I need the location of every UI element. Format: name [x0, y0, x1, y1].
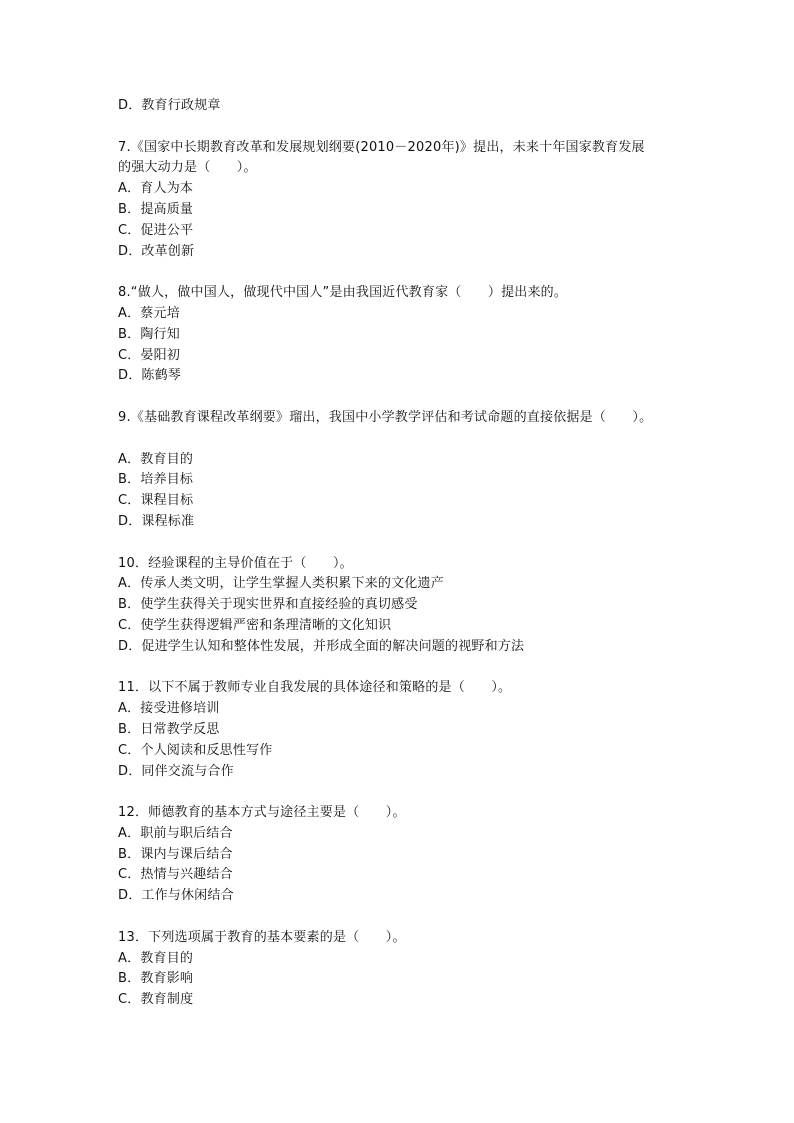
option-c: C．个人阅读和反思性写作: [118, 742, 273, 758]
option-b: B．培养目标: [118, 472, 194, 488]
option-c: C．使学生获得逻辑严密和条理清晰的文化知识: [118, 617, 392, 633]
exam-page: [118, 96, 698, 1011]
option-a: A．育人为本: [118, 181, 194, 197]
option-b: B．日常教学反思: [118, 721, 220, 737]
question-7: [118, 138, 698, 263]
option-b: B．使学生获得关于现实世界和直接经验的真切感受: [118, 597, 418, 613]
question-stem-line: 的强大动力是（ ）。: [118, 160, 257, 176]
option-c: C．课程目标: [118, 493, 194, 509]
question-13: [118, 928, 698, 1011]
option-a: A．教育目的: [118, 950, 194, 966]
question-stem-line: 9.《基础教育课程改革纲要》瑠出，我国中小学教学评估和考试命题的直接依据是（ ）。: [118, 409, 653, 425]
question-stem-line: 12．师德教育的基本方式与途径主要是（ ）。: [118, 805, 406, 821]
option-b: B．课内与课后结合: [118, 846, 233, 862]
option-b: B．提高质量: [118, 201, 194, 217]
question-stem-line: 7.《国家中长期教育改革和发展规划纲要(2010－2020年)》提出，未来十年国家教育发展: [118, 139, 645, 155]
question-stem-line: 13．下列选项属于教育的基本要素的是（ ）。: [118, 929, 406, 945]
leading-option: D．教育行政规章: [118, 98, 221, 113]
option-b: B．教育影响: [118, 971, 194, 987]
question-stem-line: 11．以下不属于教师专业自我发展的具体途径和策略的是（ ）。: [118, 680, 512, 696]
option-a: A．职前与职后结合: [118, 825, 233, 841]
blank-line: [118, 429, 698, 450]
option-d: D．改革创新: [118, 243, 195, 259]
question-8: [118, 283, 698, 387]
option-d: D．课程标准: [118, 513, 195, 529]
option-b: B．陶行知: [118, 326, 180, 342]
option-c: C．晏阳初: [118, 347, 181, 363]
option-d: D．工作与休闲结合: [118, 888, 234, 904]
question-9: [118, 408, 698, 533]
option-d: D．促进学生认知和整体性发展，并形成全面的解决问题的视野和方法: [118, 638, 525, 654]
option-d: D．同伴交流与合作: [118, 763, 234, 779]
option-a: A．教育目的: [118, 451, 194, 467]
question-10: [118, 554, 698, 658]
question-stem-line: 10．经验课程的主导价值在于（ ）。: [118, 555, 353, 571]
question-12: [118, 803, 698, 907]
option-c: C．教育制度: [118, 992, 194, 1008]
option-a: A．传承人类文明，让学生掌握人类积累下来的文化遗产: [118, 576, 444, 592]
option-c: C．热情与兴趣结合: [118, 867, 233, 883]
option-c: C．促进公平: [118, 222, 194, 238]
option-a: A．接受进修培训: [118, 701, 220, 717]
question-stem-line: 8.“做人，做中国人，做现代中国人”是由我国近代教育家（ ）提出来的。: [118, 285, 568, 301]
option-d: D．陈鹤琴: [118, 368, 182, 384]
question-11: [118, 678, 698, 782]
option-a: A．蔡元培: [118, 305, 180, 321]
